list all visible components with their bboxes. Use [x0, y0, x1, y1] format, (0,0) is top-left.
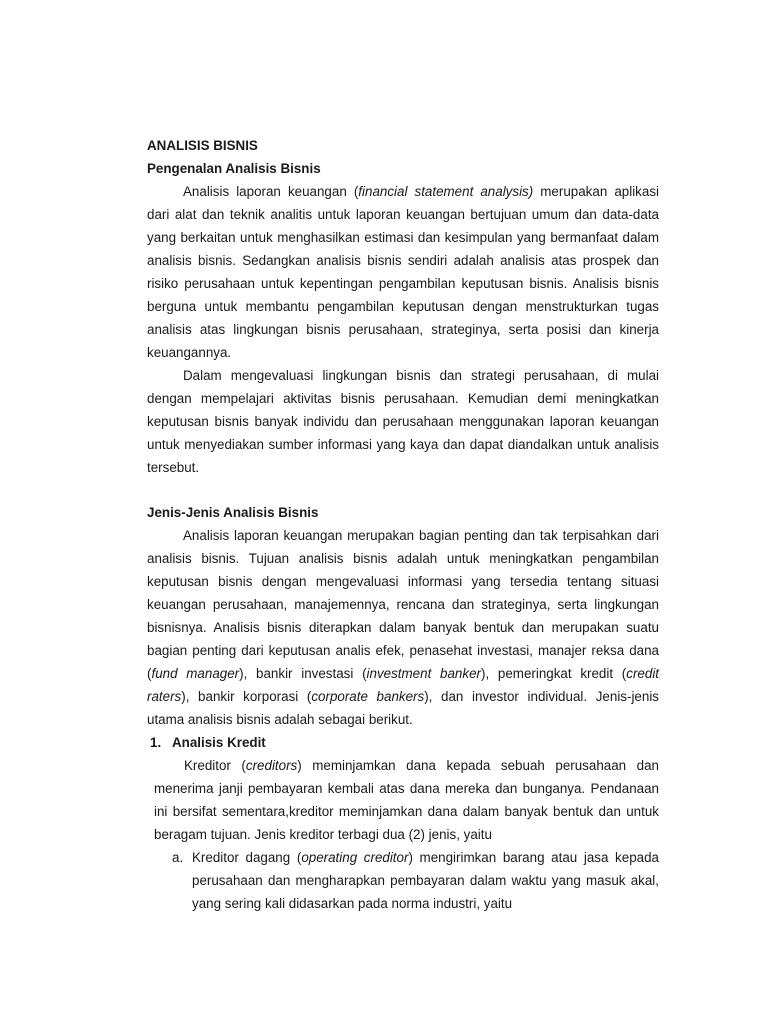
paragraph: Analisis laporan keuangan (financial statement analysis) merupakan aplikasi dari alat dan teknik analitis untuk laporan keuangan bertujuan umum dan data-data yang berkaitan untuk menghasilkan estimasi dan kesimpulan yang bermanfaat dalam analisis bisnis. Sedangkan analisis bisnis sendiri adalah analisis atas prospek dan risiko perusahaan untuk kepentingan pengambilan keputusan bisnis. Analisis bisnis berguna untuk membantu pengambilan keputusan dengan menstrukturkan tugas analisis atas lingkungan bisnis perusahaan, strateginya, serta posisi dan kinerja keuangannya.	[147, 184, 659, 360]
document-body	[147, 134, 659, 915]
paragraph: Kreditor (creditors) meminjamkan dana kepada sebuah perusahaan dan menerima janji pembayaran kembali atas dana mereka dan bunganya. Pendanaan ini bersifat sementara,kreditor meminjamkan dana dalam banyak bentuk dan untuk beragam tujuan. Jenis kreditor terbagi dua (2) jenis, yaitu	[154, 758, 659, 842]
list-number: 1.	[150, 735, 162, 750]
list-item	[172, 846, 659, 915]
paragraph-gap	[147, 479, 659, 501]
numbered-heading-analisis-kredit	[150, 731, 659, 754]
document-title: ANALISIS BISNIS	[147, 138, 258, 153]
section-heading-jenis: Jenis-Jenis Analisis Bisnis	[147, 505, 319, 520]
list-marker: a.	[172, 850, 184, 865]
numbered-heading-label: Analisis Kredit	[172, 735, 266, 750]
paragraph: Analisis laporan keuangan merupakan bagian penting dan tak terpisahkan dari analisis bisnis. Tujuan analisis bisnis adalah untuk meningkatkan pengambilan keputusan bisnis dengan mengevaluasi informasi yang tersedia tentang situasi keuangan perusahaan, manajemennya, rencana dan strateginya, serta lingkungan bisnisnya. Analisis bisnis diterapkan dalam banyak bentuk dan merupakan suatu bagian penting dari keputusan analis efek, penasehat investasi, manajer reksa dana (fund manager), bankir investasi (investment banker), pemeringkat kredit (credit raters), bankir korporasi (corporate bankers), dan investor individual. Jenis-jenis utama analisis bisnis adalah sebagai berikut.	[147, 528, 660, 727]
list-item-text: Kreditor dagang (operating creditor) mengirimkan barang atau jasa kepada perusahaan dan mengharapkan pembayaran dalam waktu yang masuk akal, yang sering kali didasarkan pada norma industri, yaitu	[192, 850, 659, 911]
paragraph: Dalam mengevaluasi lingkungan bisnis dan strategi perusahaan, di mulai dengan mempelajari aktivitas bisnis perusahaan. Kemudian demi meningkatkan keputusan bisnis banyak individu dan perusahaan menggunakan laporan keuangan untuk menyediakan sumber informasi yang kaya dan dapat diandalkan untuk analisis tersebut.	[147, 368, 659, 475]
section-heading-pengenalan: Pengenalan Analisis Bisnis	[147, 161, 321, 176]
